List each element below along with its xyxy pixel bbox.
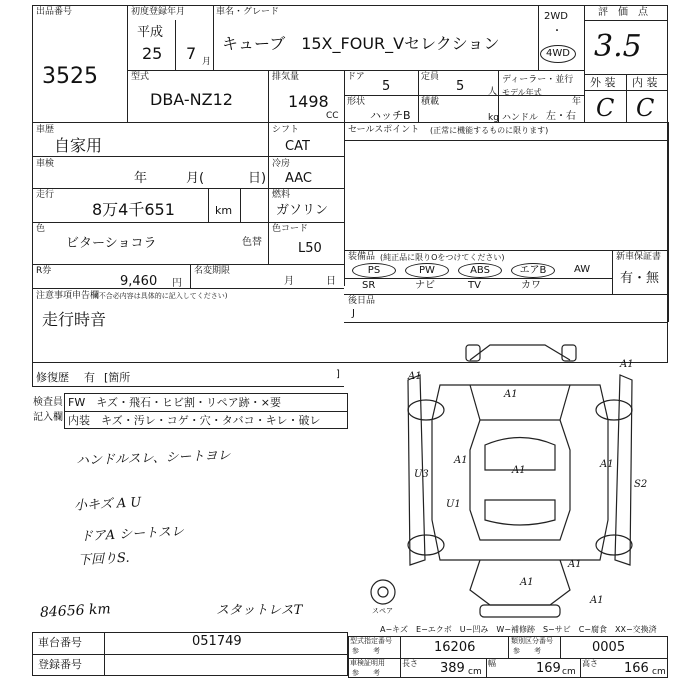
handwritten-odo: 84656 km (39, 601, 112, 621)
tyre-fr (596, 400, 632, 420)
mileage-label: 走行 (36, 190, 55, 200)
handwritten-line2: 小キズ A U (73, 495, 142, 514)
cap-label: 定員 (421, 72, 440, 82)
shape-value: ハッチB (370, 109, 411, 122)
type-value: 16206 (434, 640, 476, 655)
ext-label: 外 装 (590, 76, 616, 89)
dealer-label: ディーラー・並行 (502, 75, 574, 85)
repair-value: 有 (84, 371, 95, 384)
model-year-unit: 年 (572, 97, 582, 107)
damage-mark: A1 (568, 559, 582, 570)
reg-year: 25 (142, 44, 163, 63)
inspector-label1: 検査員 (33, 397, 63, 408)
reg-label: 初度登録年月 (131, 7, 186, 17)
equipment-item: AW (574, 264, 591, 275)
name-label: 車名・グレード (216, 7, 280, 17)
model-value: DBA-NZ12 (150, 90, 233, 109)
spare-label: スペア (372, 607, 393, 615)
disp-label: 排気量 (272, 72, 300, 82)
shift-label: シフト (272, 125, 300, 135)
recycle-value: 9,460 (120, 274, 158, 289)
inspector-row2: 内装 キズ・汚レ・コゲ・穴・タバコ・キレ・破レ (68, 414, 321, 427)
chassis-value: 051749 (192, 634, 242, 649)
disp-value: 1498 (288, 92, 329, 111)
inspector-row1: FW キズ・飛石・ヒビ割・リペア跡・×要 (68, 396, 281, 409)
spare-hub (378, 587, 388, 597)
class-value: 0005 (592, 640, 626, 655)
disp-unit: CC (326, 111, 339, 121)
cert-label2: 参 考 (352, 669, 380, 677)
inspector-label2: 記入欄 (33, 412, 63, 423)
legend: A−キズ E−エクボ U−凹み W−補修跡 S−サビ C−腐食 XX−交換済 (380, 625, 657, 634)
reg-month: 7 (186, 44, 197, 63)
recycle-label: R券 (36, 266, 52, 276)
notes-label: 注意事項申告欄 (36, 291, 100, 301)
equipment-item: エアB (511, 263, 555, 278)
drive-4wd: 4WD (540, 45, 576, 63)
front-left-light (466, 345, 480, 361)
door-label: ドア (347, 72, 365, 82)
damage-mark: A1 (454, 455, 468, 466)
front-right-light (562, 345, 576, 361)
history-value: 自家用 (54, 136, 103, 155)
rear-bumper (480, 605, 560, 617)
drive-dot: ・ (552, 26, 562, 37)
score-value: 3.5 (594, 29, 642, 64)
fuel-value: ガソリン (276, 203, 329, 218)
chassis-label: 車台番号 (38, 636, 82, 649)
ac-value: AAC (285, 171, 312, 186)
equipment-item: SR (362, 280, 376, 291)
damage-mark: A1 (590, 595, 604, 606)
reg-number-label: 登録番号 (38, 658, 82, 671)
repair-suffix: [箇所 (104, 371, 131, 384)
height-unit: cm (652, 667, 666, 677)
inspection-month: 月( (186, 171, 205, 186)
equipment-item: TV (468, 280, 481, 291)
front-bumper-outline (470, 345, 570, 360)
ac-label: 冷房 (272, 159, 291, 169)
int-grade: C (636, 94, 655, 122)
lot-label: 出品番号 (36, 7, 73, 17)
equipment-item: PS (352, 263, 396, 278)
equipment-item: PW (405, 263, 449, 278)
hood (470, 385, 570, 420)
equipment-item: ABS (458, 263, 502, 278)
damage-mark: A1 (520, 577, 534, 588)
inspection-day: 日) (248, 171, 267, 186)
damage-mark: U1 (446, 499, 461, 510)
handwritten-line1: ハンドルスレ、シートヨレ (75, 448, 231, 469)
warranty-label: 新車保証書 (616, 252, 662, 262)
tyre-rr (596, 535, 632, 555)
color-label: 色 (36, 224, 46, 234)
cap-value: 5 (456, 79, 465, 94)
color-code-label: 色コード (272, 224, 309, 234)
warranty-value: 有・無 (620, 271, 660, 286)
color-value: ビターショコラ (66, 236, 157, 251)
color-code: L50 (298, 241, 322, 256)
spare-tyre (371, 580, 395, 604)
reg-month-unit: 月 (202, 57, 212, 67)
rear-window (485, 500, 555, 525)
model-year-label: モデル年式 (502, 88, 542, 97)
damage-mark: S2 (634, 479, 648, 490)
drive-2wd: 2WD (544, 11, 568, 22)
equipment-item: ナビ (415, 280, 435, 291)
type-label2: 参 考 (352, 647, 380, 655)
name-change-label: 名変期限 (194, 266, 231, 276)
repair-bracket: ] (336, 369, 340, 380)
name-change-day: 日 (326, 276, 336, 287)
height-value: 166 (624, 661, 649, 676)
era: 平成 (137, 25, 164, 40)
damage-mark: A1 (512, 465, 526, 476)
width-unit: cm (562, 667, 576, 677)
load-label: 積載 (421, 97, 440, 107)
length-unit: cm (468, 667, 482, 677)
damage-mark: A1 (504, 389, 518, 400)
equipment-item: カワ (521, 280, 541, 291)
tyre-fl (408, 400, 444, 420)
width-value: 169 (536, 661, 561, 676)
load-unit: kg (488, 113, 499, 123)
inspection-year: 年 (134, 171, 148, 186)
shape-label: 形状 (347, 97, 366, 107)
length-value: 389 (440, 661, 465, 676)
height-label: 高さ (582, 659, 598, 668)
mileage-unit: km (215, 204, 233, 217)
repair-label: 修復歴 (36, 371, 69, 384)
mileage-value: 8万4千651 (92, 200, 175, 219)
handle-value: 左・右 (546, 111, 576, 122)
damage-mark: U3 (414, 469, 429, 480)
cert-label1: 車検証明用 (350, 659, 385, 667)
damage-mark: A1 (620, 359, 634, 370)
notes-value: 走行時音 (42, 310, 107, 329)
car-name: キューブ 15X_FOUR_Vセレクション (222, 34, 500, 53)
handle-label: ハンドル (502, 113, 539, 123)
handwritten-line3: ドアA シートスレ (79, 524, 185, 545)
length-label: 長さ (402, 659, 418, 668)
history-label: 車歴 (36, 125, 55, 135)
equipment-label: 装備品 (348, 252, 376, 262)
door-value: 5 (382, 79, 391, 94)
class-label2: 参 考 (513, 647, 541, 655)
lot-number: 3525 (42, 64, 98, 89)
class-label1: 類別区分番号 (511, 637, 553, 645)
notes-hint: (不合必内容は具体的に記入してください) (96, 292, 228, 300)
rear-seat-label: 後日品 (348, 296, 376, 306)
handwritten-stud: スタットレスT (216, 603, 303, 618)
damage-mark: A1 (600, 459, 614, 470)
rear-seat-mark: J (352, 308, 355, 319)
selling-label: セールスポイント (348, 125, 420, 135)
selling-hint: (正常に機能するものに限ります) (430, 126, 549, 135)
ext-grade: C (596, 94, 615, 122)
type-label1: 型式指定番号 (350, 637, 392, 645)
cap-unit: 人 (488, 87, 498, 97)
tyre-rl (408, 535, 444, 555)
damage-mark: A1 (408, 371, 422, 382)
fuel-label: 燃料 (272, 190, 291, 200)
handwritten-line4: 下回りS. (77, 550, 130, 569)
model-label: 型式 (131, 72, 150, 82)
name-change-month: 月 (284, 276, 294, 287)
equipment-hint: (純正品に限りOをつけてください) (380, 253, 505, 262)
color-change-label: 色替 (242, 237, 262, 248)
shift-value: CAT (285, 139, 310, 154)
int-label: 内 装 (632, 76, 658, 89)
inspection-label: 車検 (36, 159, 55, 169)
score-label: 評 価 点 (598, 7, 648, 18)
recycle-unit: 円 (172, 278, 182, 289)
width-label: 幅 (488, 659, 496, 668)
